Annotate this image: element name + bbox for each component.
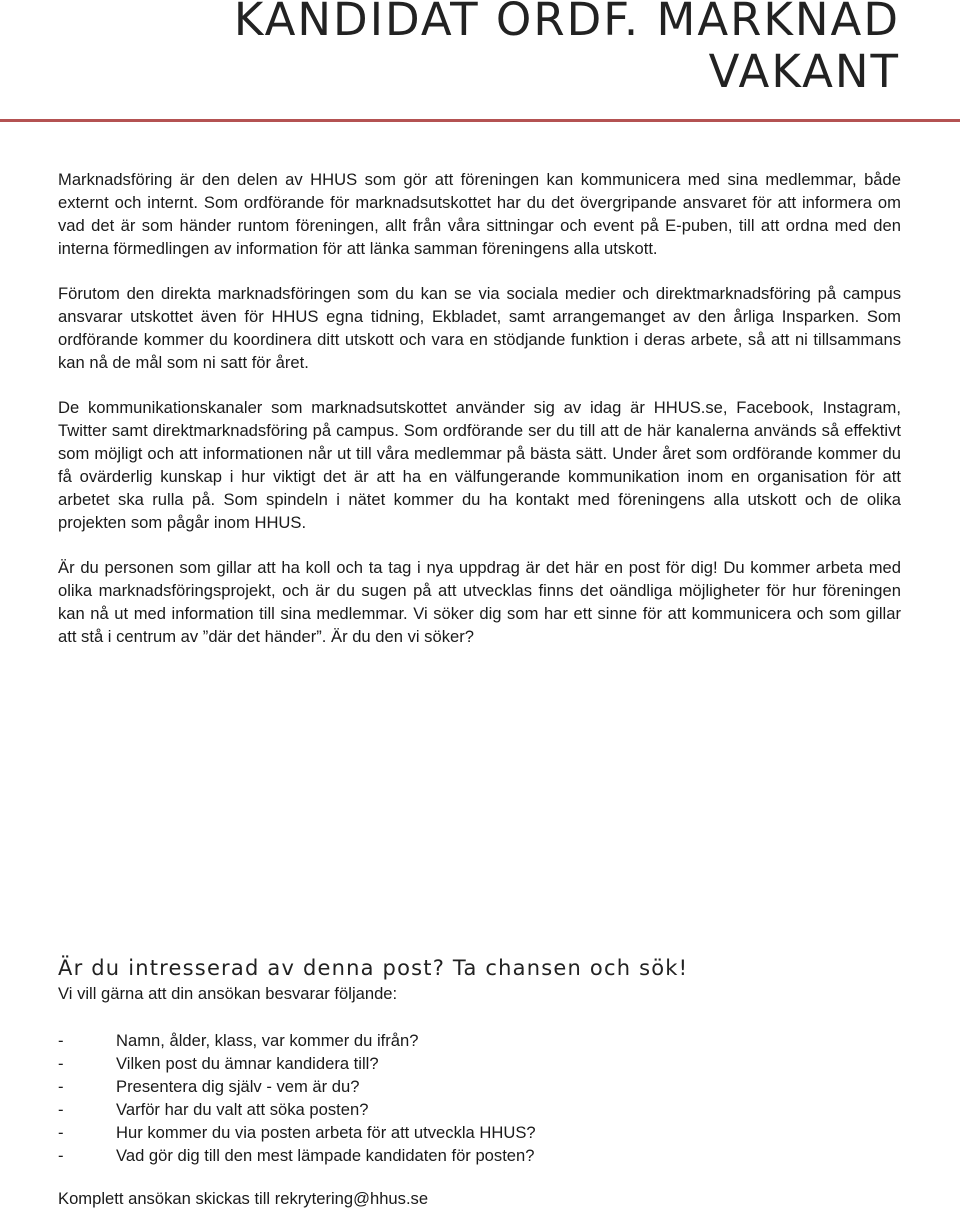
cta-heading: Är du intresserad av denna post? Ta chansen och sök! — [58, 956, 689, 980]
dash-bullet: - — [58, 1123, 64, 1142]
list-item — [58, 1052, 901, 1075]
page-title — [234, 0, 900, 98]
title-line-2: VAKANT — [708, 45, 900, 98]
dash-bullet: - — [58, 1077, 64, 1096]
title-divider — [0, 119, 960, 122]
paragraph-intro: Marknadsföring är den delen av HHUS som gör att föreningen kan kommunicera med sina medlemmar, både externt och internt. Som ordförande för marknadsutskottet har du det övergripande ansvaret för att informera om vad det är som händer runtom föreningen, allt från våra sittningar och event på E-puben, till att ordna med den interna förmedlingen av information för att länka samman föreningens alla utskott. — [58, 170, 901, 258]
paragraph-channels: De kommunikationskanaler som marknadsutskottet använder sig av idag är HHUS.se, Facebook, Instagram, Twitter samt direktmarknadsföring på campus. Som ordförande ser du till att de här kanalerna används så effektivt som möjligt och att informationen når ut till våra medlemmar på bästa sätt. Under året som ordförande kommer du få ovärderlig kunskap i hur viktigt det är att ha en välfungerande kommunikation inom en organisation för att arbetet ska rulla på. Som spindeln i nätet kommer du ha kontakt med föreningens alla utskott och de olika projekten som pågår inom HHUS. — [58, 398, 901, 532]
paragraph-profile: Är du personen som gillar att ha koll och ta tag i nya uppdrag är det här en post för dig! Du kommer arbeta med olika marknadsföringsprojekt, och är du sugen på att utvecklas finns det oändliga möjligheter för hur föreningen kan nå ut med information till sina medlemmar. Vi söker dig som har ett sinne för att kommunicera och som gillar att stå i centrum av ”där det händer”. Är du den vi söker? — [58, 558, 901, 646]
application-section — [58, 954, 901, 1167]
dash-bullet: - — [58, 1146, 64, 1165]
dash-bullet: - — [58, 1031, 64, 1050]
list-item — [58, 1144, 901, 1167]
list-item — [58, 1029, 901, 1052]
question-text: Presentera dig själv - vem är du? — [116, 1077, 360, 1096]
question-text: Vad gör dig till den mest lämpade kandidaten för posten? — [116, 1146, 535, 1165]
cta-intro: Vi vill gärna att din ansökan besvarar följande: — [58, 984, 398, 1003]
description-body — [58, 168, 901, 670]
list-item — [58, 1098, 901, 1121]
question-list — [58, 1029, 901, 1167]
dash-bullet: - — [58, 1054, 64, 1073]
paragraph-responsibilities: Förutom den direkta marknadsföringen som du kan se via sociala medier och direktmarknadsföring på campus ansvarar utskottet även för HHUS egna tidning, Ekbladet, samt arrangemanget av den årliga Insparken. Som ordförande kommer du koordinera ditt utskott och vara en stödjande funktion i deras arbete, så att ni tillsammans kan nå de mål som ni satt för året. — [58, 284, 901, 372]
list-item — [58, 1075, 901, 1098]
list-item — [58, 1121, 901, 1144]
question-text: Varför har du valt att söka posten? — [116, 1100, 369, 1119]
title-line-1: KANDIDAT ORDF. MARKNAD — [233, 0, 900, 46]
question-text: Vilken post du ämnar kandidera till? — [116, 1054, 379, 1073]
question-text: Namn, ålder, klass, var kommer du ifrån? — [116, 1031, 419, 1050]
question-text: Hur kommer du via posten arbeta för att utveckla HHUS? — [116, 1123, 536, 1142]
contact-line: Komplett ansökan skickas till rekrytering@hhus.se — [58, 1189, 429, 1208]
dash-bullet: - — [58, 1100, 64, 1119]
